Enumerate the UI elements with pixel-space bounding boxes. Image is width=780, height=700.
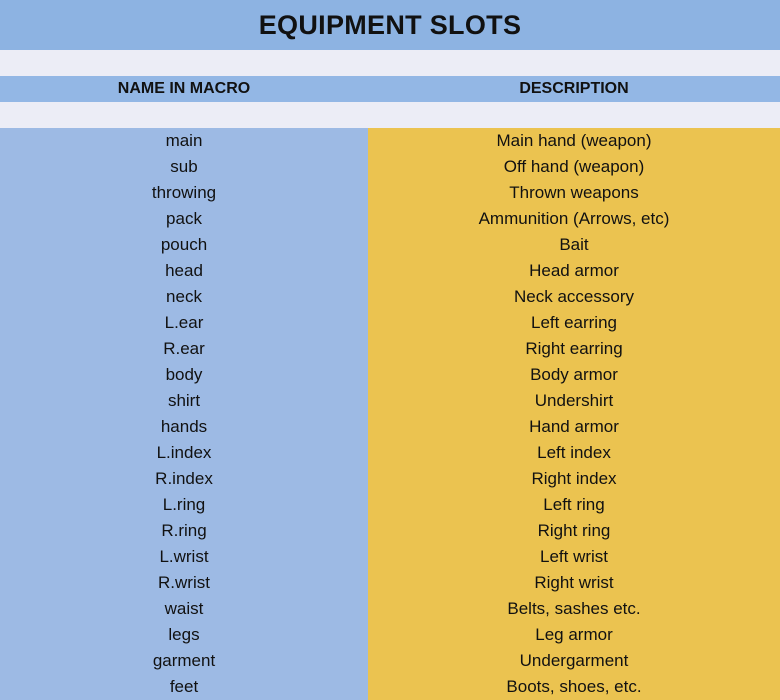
slot-name-cell: hands bbox=[160, 417, 208, 436]
slot-name-cell: L.wrist bbox=[159, 547, 209, 566]
slot-name-cell: L.ring bbox=[162, 495, 206, 514]
slot-description-cell: Main hand (weapon) bbox=[496, 131, 652, 150]
slot-description-cell: Leg armor bbox=[535, 625, 613, 644]
spacer-row bbox=[0, 50, 780, 76]
slot-name-cell: garment bbox=[152, 651, 216, 670]
slot-name-cell: R.ear bbox=[163, 339, 205, 358]
column-header-description: DESCRIPTION bbox=[519, 80, 629, 97]
slot-description-cell: Belts, sashes etc. bbox=[507, 599, 641, 618]
spacer-row bbox=[0, 102, 780, 128]
slot-name-cell: head bbox=[165, 261, 203, 280]
slot-name-cell: legs bbox=[168, 625, 200, 644]
slot-name-cell: pack bbox=[166, 209, 202, 228]
slot-description-cell: Bait bbox=[559, 235, 589, 254]
column-header-name: NAME IN MACRO bbox=[117, 80, 251, 97]
slot-name-cell: R.wrist bbox=[158, 573, 210, 592]
slot-name-cell: shirt bbox=[167, 391, 201, 410]
slot-description-cell: Ammunition (Arrows, etc) bbox=[478, 209, 670, 228]
slot-description-cell: Right ring bbox=[537, 521, 611, 540]
slot-name-cell: L.ear bbox=[164, 313, 204, 332]
slot-description-cell: Boots, shoes, etc. bbox=[506, 677, 642, 696]
slot-description-cell: Left wrist bbox=[539, 547, 609, 566]
slot-name-cell: L.index bbox=[156, 443, 212, 462]
slot-name-cell: pouch bbox=[160, 235, 208, 254]
slot-name-cell: feet bbox=[169, 677, 199, 696]
slot-description-cell: Left earring bbox=[531, 313, 617, 332]
slot-description-cell: Right earring bbox=[525, 339, 623, 358]
slot-description-cell: Left index bbox=[537, 443, 611, 462]
slot-name-cell: R.index bbox=[155, 469, 213, 488]
slot-description-cell: Head armor bbox=[529, 261, 619, 280]
slot-name-cell: main bbox=[165, 131, 203, 150]
description-column bbox=[368, 128, 780, 700]
slot-description-cell: Undergarment bbox=[519, 651, 629, 670]
equipment-table bbox=[0, 128, 780, 700]
slot-description-cell: Off hand (weapon) bbox=[503, 157, 645, 176]
name-column bbox=[0, 128, 368, 700]
slot-name-cell: throwing bbox=[151, 183, 217, 202]
slot-description-cell: Neck accessory bbox=[514, 287, 634, 306]
title-bar bbox=[0, 0, 780, 50]
page-title: EQUIPMENT SLOTS bbox=[258, 9, 522, 40]
slot-description-cell: Body armor bbox=[530, 365, 618, 384]
slot-name-cell: body bbox=[165, 365, 203, 384]
slot-description-cell: Hand armor bbox=[529, 417, 619, 436]
slot-name-cell: sub bbox=[170, 157, 198, 176]
slot-description-cell: Right wrist bbox=[534, 573, 614, 592]
slot-description-cell: Undershirt bbox=[534, 391, 614, 410]
slot-name-cell: R.ring bbox=[161, 521, 207, 540]
table-header bbox=[0, 76, 780, 102]
slot-name-cell: waist bbox=[164, 599, 204, 618]
slot-name-cell: neck bbox=[166, 287, 202, 306]
slot-description-cell: Right index bbox=[531, 469, 617, 488]
slot-description-cell: Thrown weapons bbox=[509, 183, 639, 202]
slot-description-cell: Left ring bbox=[543, 495, 605, 514]
